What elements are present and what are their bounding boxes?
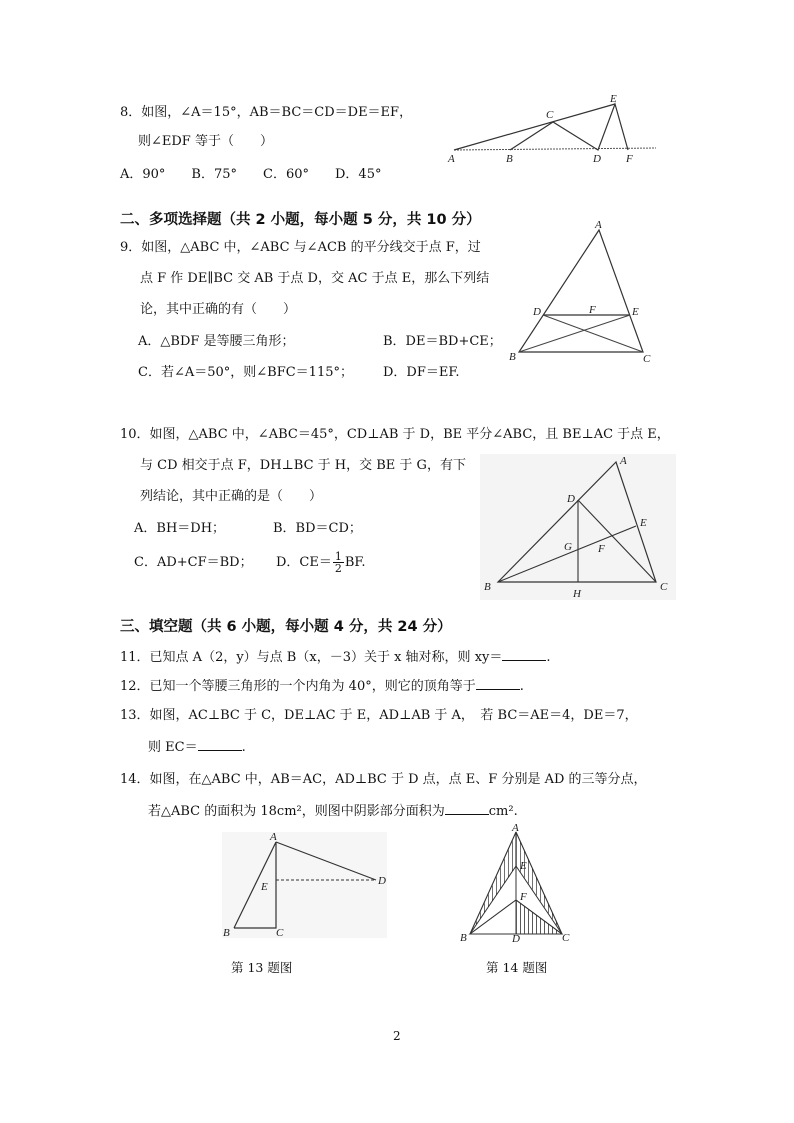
- q10-option-c: C．AD+CF＝BD；: [134, 555, 253, 570]
- f9-label-a: A: [595, 219, 602, 231]
- figure-q13: [220, 828, 390, 940]
- fraction-numerator: 1: [334, 550, 342, 563]
- q8-options: A．90° B．75° C．60° D．45°: [120, 167, 382, 182]
- f9-label-f: F: [589, 304, 596, 316]
- f10-label-g: G: [564, 541, 572, 553]
- figure-q14: [456, 824, 578, 942]
- f9-label-b: B: [509, 351, 516, 363]
- q10-option-d-post: BF.: [344, 555, 366, 570]
- f13-label-a: A: [270, 831, 277, 843]
- q8-line2: 则∠EDF 等于（ ）: [138, 134, 273, 149]
- f8-label-e: E: [610, 93, 617, 105]
- q11-end: .: [546, 650, 551, 665]
- q12-answer-blank: [476, 677, 520, 690]
- figure-q8: [440, 92, 660, 166]
- q9-option-b: B．DE＝BD+CE；: [383, 334, 502, 349]
- q9-option-c: C．若∠A＝50°，则∠BFC＝115°；: [138, 365, 353, 380]
- f10-label-c: C: [660, 581, 668, 593]
- q10-option-b: B．BD＝CD；: [273, 521, 362, 536]
- f14-label-f: F: [520, 891, 527, 903]
- q10-option-d: [276, 551, 366, 575]
- f13-label-b: B: [223, 927, 230, 939]
- f14-label-b: B: [460, 932, 467, 942]
- q9-line1: 9．如图，△ABC 中，∠ABC 与∠ACB 的平分线交于点 F，过: [120, 240, 481, 255]
- q14-line2: [148, 802, 518, 821]
- q9-option-d: D．DF＝EF.: [383, 365, 460, 380]
- f8-label-c: C: [546, 109, 554, 121]
- q10-option-d-pre: D．CE＝: [276, 555, 332, 570]
- f13-label-c: C: [276, 927, 284, 939]
- f9-label-e: E: [632, 306, 639, 318]
- q14-end: cm².: [488, 804, 518, 819]
- q12-text: 12．已知一个等腰三角形的一个内角为 40°，则它的顶角等于: [120, 679, 476, 694]
- f9-label-d: D: [533, 306, 541, 318]
- q10-line3: 列结论，其中正确的是（ ）: [140, 489, 323, 504]
- q13-line2-text: 则 EC＝: [148, 740, 198, 755]
- fraction-one-half: [333, 551, 344, 574]
- figure-q9: [505, 218, 657, 366]
- q10-line2: 与 CD 相交于点 F，DH⊥BC 于 H，交 BE 于 G，有下: [140, 458, 466, 473]
- q12-end: .: [519, 679, 524, 694]
- f8-label-f: F: [626, 153, 633, 165]
- figure-q10: [478, 452, 678, 602]
- f8-label-d: D: [593, 153, 601, 165]
- section2-title: 二、多项选择题（共 2 小题，每小题 5 分，共 10 分）: [120, 212, 481, 228]
- q13-line1: 13．如图，AC⊥BC 于 C，DE⊥AC 于 E，AD⊥AB 于 A， 若 BC＝AE＝4，DE＝7，: [120, 708, 638, 723]
- q10-line1: 10．如图，△ABC 中，∠ABC＝45°，CD⊥AB 于 D，BE 平分∠ABC，且 BE⊥AC 于点 E，: [120, 427, 670, 442]
- caption-figure-14: 第 14 题图: [486, 960, 548, 975]
- q14-line1: 14．如图，在△ABC 中，AB＝AC，AD⊥BC 于 D 点，点 E、F 分别是 AD 的三等分点，: [120, 772, 647, 787]
- f10-label-a: A: [620, 455, 627, 467]
- f9-label-c: C: [643, 353, 651, 365]
- fraction-denominator: 2: [334, 562, 342, 575]
- f13-label-d: D: [378, 875, 386, 887]
- q11-answer-blank: [502, 648, 546, 661]
- q9-line2: 点 F 作 DE∥BC 交 AB 于点 D，交 AC 于点 E，那么下列结: [140, 271, 490, 286]
- caption-figure-13: 第 13 题图: [231, 960, 293, 975]
- q13-line2: [148, 738, 246, 757]
- f10-label-d: D: [567, 493, 575, 505]
- f10-label-h: H: [573, 588, 581, 600]
- f14-label-a: A: [512, 824, 519, 834]
- q12: [120, 677, 524, 696]
- q9-line3: 论，其中正确的有（ ）: [140, 302, 297, 317]
- f14-label-e: E: [520, 860, 527, 872]
- f8-label-a: A: [448, 153, 455, 165]
- q10-option-a: A．BH＝DH；: [134, 521, 226, 536]
- q11-text: 11．已知点 A（2，y）与点 B（x，－3）关于 x 轴对称，则 xy＝: [120, 650, 503, 665]
- q13-end: .: [241, 740, 246, 755]
- q14-answer-blank: [445, 802, 489, 815]
- section3-title: 三、填空题（共 6 小题，每小题 4 分，共 24 分）: [120, 619, 452, 635]
- q14-line2-text: 若△ABC 的面积为 18cm²，则图中阴影部分面积为: [148, 804, 445, 819]
- f14-label-d: D: [512, 933, 520, 942]
- f10-label-e: E: [640, 517, 647, 529]
- page-number: 2: [393, 1029, 401, 1043]
- q13-answer-blank: [198, 738, 242, 751]
- f10-label-b: B: [484, 581, 491, 593]
- f10-label-f: F: [598, 543, 605, 555]
- f8-label-b: B: [506, 153, 513, 165]
- f14-label-c: C: [562, 932, 570, 942]
- f13-label-e: E: [261, 881, 268, 893]
- q8-line1: 8．如图，∠A＝15°，AB＝BC＝CD＝DE＝EF，: [120, 105, 413, 120]
- q9-option-a: A．△BDF 是等腰三角形；: [138, 334, 295, 349]
- q11: [120, 648, 551, 667]
